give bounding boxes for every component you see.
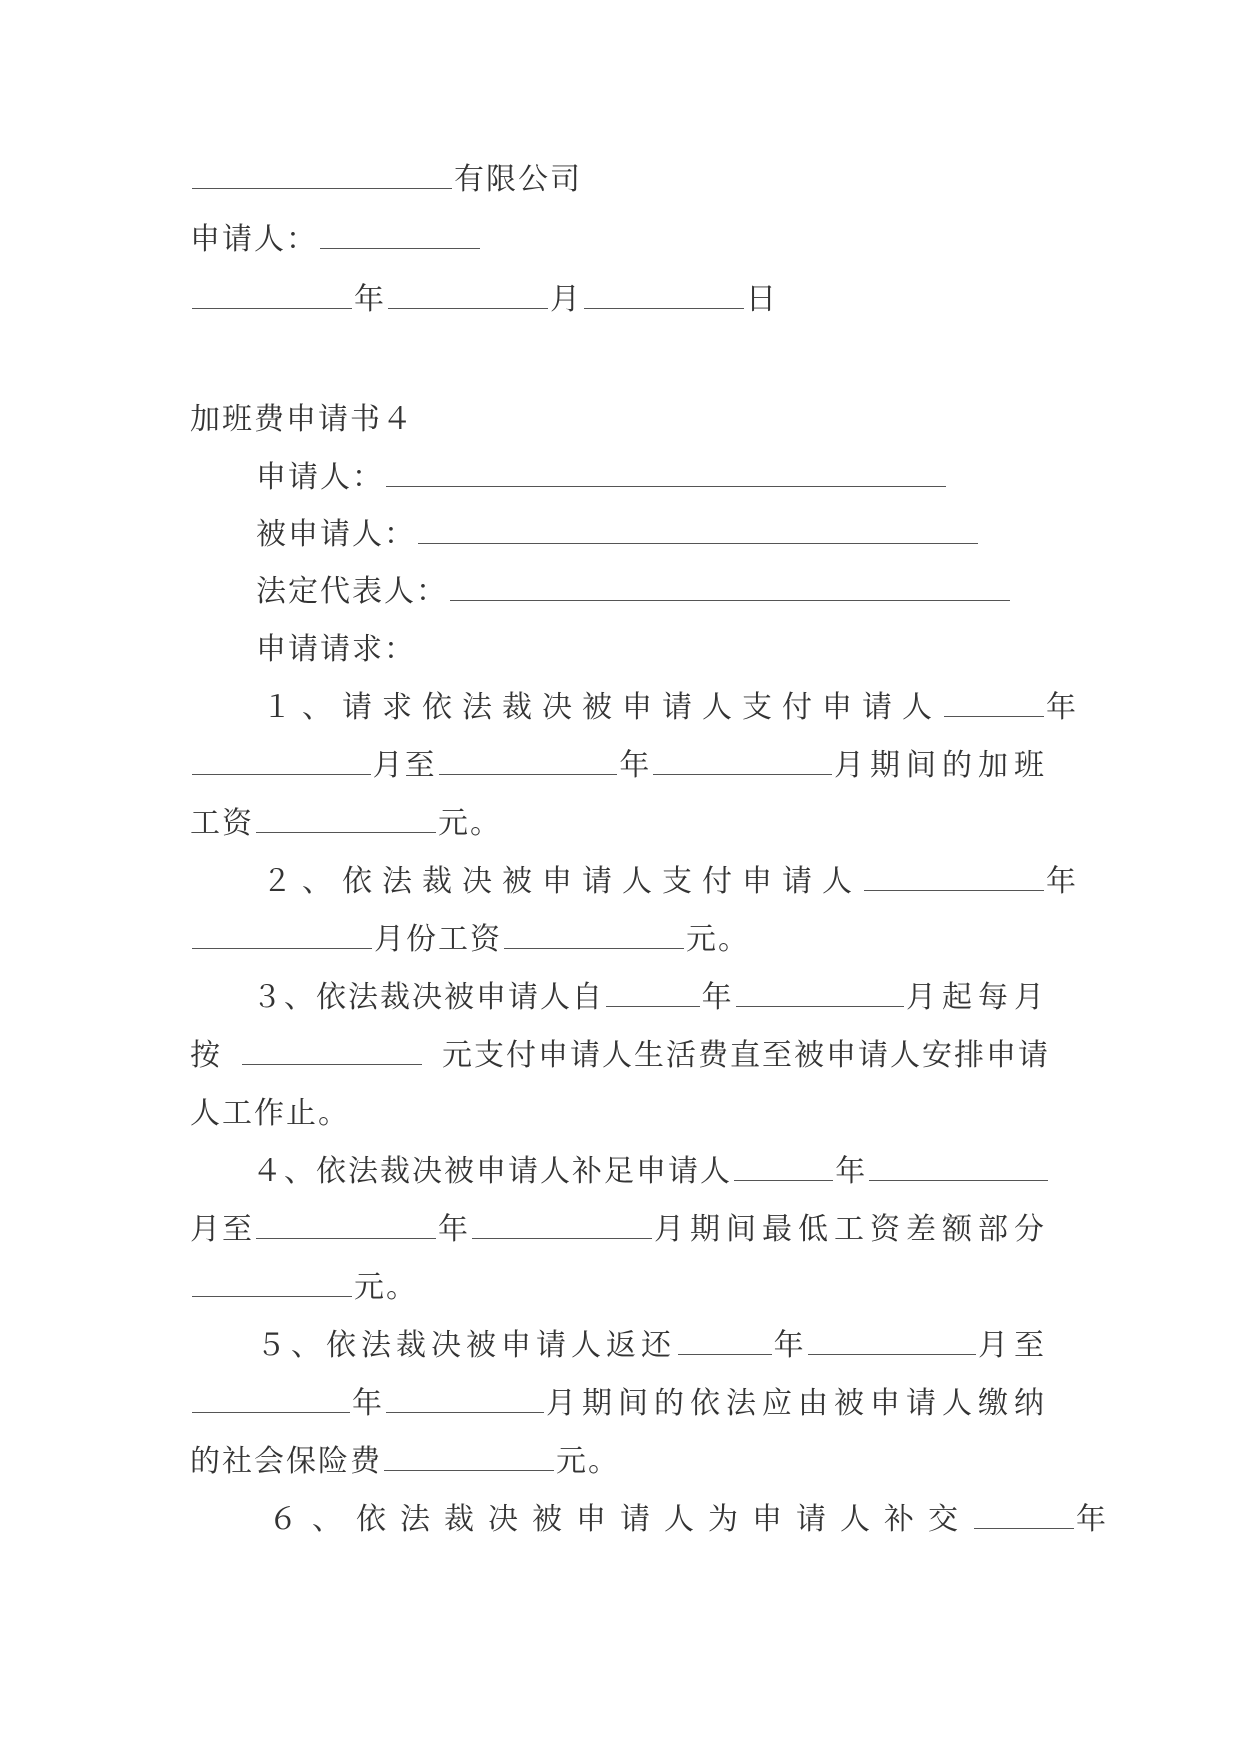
claim-5-text-c: 月至 [978,1328,1050,1363]
claim-4-month-blank-2[interactable] [472,1212,652,1239]
claim-6-line-1 [268,1500,1108,1540]
date-day-blank[interactable] [584,282,744,309]
claim-3-amount-blank[interactable] [242,1038,422,1065]
claim-5-text-e: 月期间的依法应由被申请人缴纳 [546,1386,1050,1421]
claim-4-text-e: 月期间最低工资差额部分 [654,1212,1050,1247]
applicant-line [256,458,948,498]
claim-3-text-b: 年 [701,980,734,1015]
respondent-blank[interactable] [418,517,978,544]
claim-2-line-2 [190,920,750,960]
claim-1-line-2 [190,746,1050,786]
claim-4-line-2 [190,1210,1050,1250]
company-name-blank[interactable] [192,162,452,189]
claim-5-amount-blank[interactable] [384,1444,554,1471]
claim-2-text-c: 月份工资 [374,922,502,957]
claim-3-line-1 [252,978,1050,1018]
claim-4-text-d: 年 [438,1212,470,1247]
claim-1-year-blank-2[interactable] [439,748,618,775]
claim-4-text-f: 元。 [354,1270,418,1305]
claim-3-text-a: ３、依法裁决被申请人自 [252,980,604,1015]
claim-5-text-b: 年 [773,1328,806,1363]
claim-3-line-2 [190,1036,1050,1076]
claim-5-month-blank-1[interactable] [808,1328,976,1355]
claim-1-month-blank-2[interactable] [653,748,832,775]
company-suffix: 有限公司 [454,162,582,197]
claim-5-line-2 [190,1384,1050,1424]
date-month-blank[interactable] [388,282,548,309]
claim-5-year-blank-2[interactable] [192,1386,350,1413]
claim-1-amount-blank[interactable] [256,806,436,833]
claim-4-text-c: 月至 [190,1212,254,1247]
claim-5-line-3 [190,1442,620,1482]
claim-2-text-a: ２、依法裁决被申请人支付申请人 [262,864,862,899]
document-title: 加班费申请书４ [190,402,414,437]
respondent-label: 被申请人： [256,517,416,552]
claim-4-amount-blank[interactable] [192,1270,352,1297]
claim-5-year-blank-1[interactable] [678,1328,772,1355]
claim-4-line-3 [190,1268,418,1308]
date-year-blank[interactable] [192,282,352,309]
claim-2-year-blank[interactable] [864,864,1044,891]
claim-1-text-g: 元。 [438,806,502,841]
claim-1-text-f: 工资 [190,806,254,841]
date-month-label: 月 [550,282,582,317]
claim-3-year-blank[interactable] [606,980,700,1007]
claim-1-month-blank-1[interactable] [192,748,371,775]
claim-5-text-a: ５、依法裁决被申请人返还 [256,1328,676,1363]
applicant-blank[interactable] [386,460,946,487]
signature-applicant-line [190,220,482,260]
claims-heading: 申请请求： [256,632,416,667]
company-line [190,160,582,200]
legal-rep-label: 法定代表人： [256,574,448,609]
claim-1-text-e: 月期间的加班 [834,748,1051,783]
claim-2-line-1 [262,862,1078,902]
claim-1-line-3 [190,804,502,844]
signature-date-line [190,280,778,320]
claim-1-text-c: 月至 [372,748,437,783]
claim-4-year-blank-1[interactable] [734,1154,833,1181]
claim-2-text-d: 元。 [686,922,750,957]
claim-5-text-f: 的社会保险费 [190,1444,382,1479]
claim-5-month-blank-2[interactable] [386,1386,544,1413]
claim-3-text-d: 按 [190,1038,222,1073]
respondent-line [256,515,980,555]
legal-rep-line [256,572,1012,612]
claim-3-text-c: 月起每月 [906,980,1050,1015]
claim-1-text-d: 年 [619,748,652,783]
claim-2-text-b: 年 [1046,864,1078,899]
applicant-label: 申请人： [256,460,384,495]
claim-2-amount-blank[interactable] [504,922,684,949]
claim-4-month-blank-1[interactable] [869,1154,1048,1181]
claim-5-text-d: 年 [352,1386,384,1421]
claim-3-month-blank[interactable] [736,980,904,1007]
claim-4-text-a: ４、依法裁决被申请人补足申请人 [252,1154,732,1189]
signature-applicant-label: 申请人： [190,222,318,257]
claim-6-text-a: ６、依法裁决被申请人为申请人补交 [268,1502,972,1537]
claim-5-line-1 [256,1326,1050,1366]
claim-3-text-e: 元支付申请人生活费直至被申请人安排申请 [442,1038,1050,1073]
signature-applicant-blank[interactable] [320,222,480,249]
claim-1-text-b: 年 [1046,690,1078,725]
date-year-label: 年 [354,282,386,317]
claim-4-year-blank-2[interactable] [256,1212,436,1239]
claim-6-year-blank[interactable] [974,1502,1074,1529]
claim-1-text-a: １、请求依法裁决被申请人支付申请人 [262,690,942,725]
claim-6-text-b: 年 [1076,1502,1108,1537]
claim-1-year-blank-1[interactable] [944,690,1044,717]
claim-4-text-b: 年 [835,1154,868,1189]
claim-5-text-g: 元。 [556,1444,620,1479]
date-day-label: 日 [746,282,778,317]
claim-3-line-3: 人工作止。 [190,1096,350,1131]
claim-1-line-1 [262,688,1078,728]
claim-2-month-blank[interactable] [192,922,372,949]
claim-4-line-1 [252,1152,1050,1192]
legal-rep-blank[interactable] [450,574,1010,601]
